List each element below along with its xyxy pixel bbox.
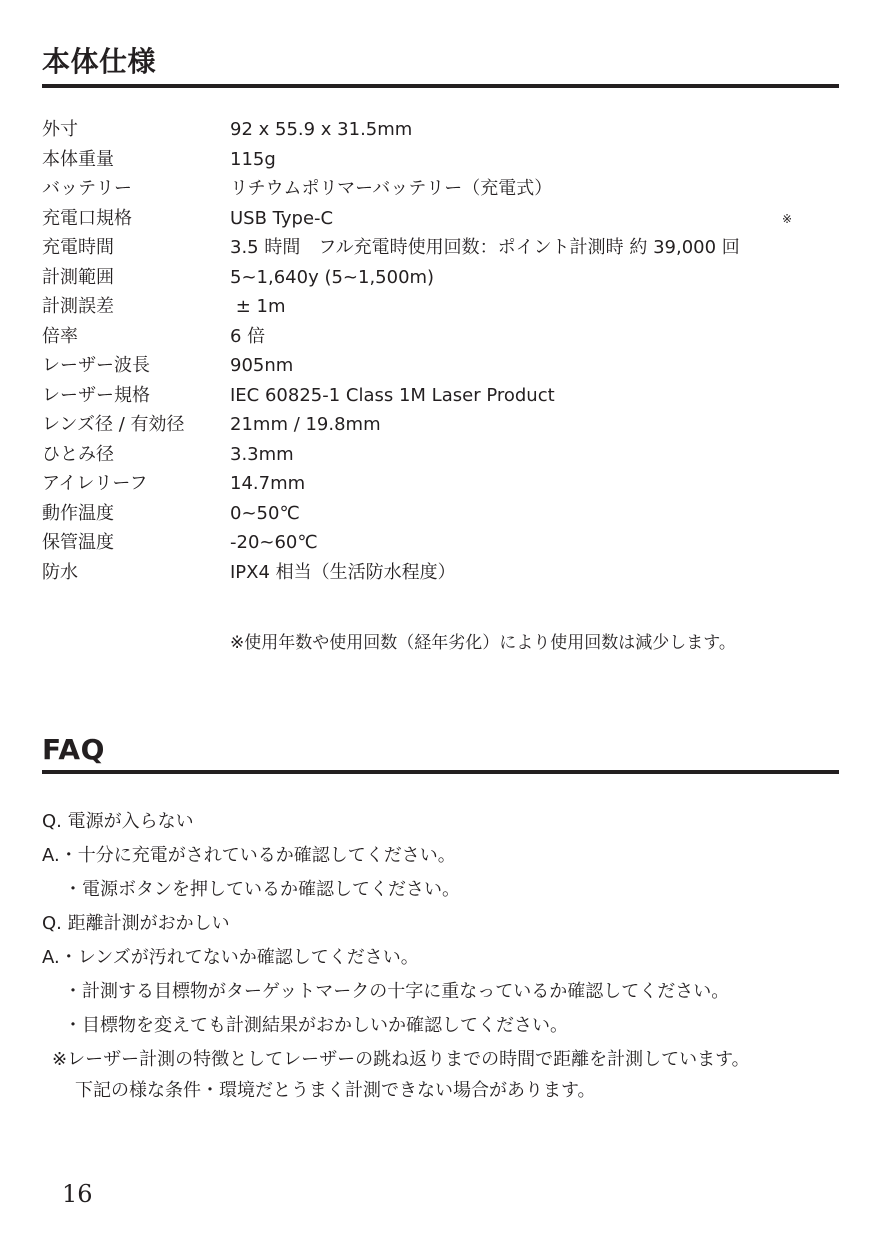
spec-value: USB Type-C [230,207,334,229]
spec-note: ※使用年数や使用回数（経年劣化）により使用回数は減少します。 [230,633,736,653]
spec-label: 計測範囲 [42,266,114,288]
spec-label: アイレリーフ [42,473,148,494]
spec-row [42,351,842,381]
spec-row [42,410,842,440]
spec-table [42,115,842,587]
spec-label: 動作温度 [42,502,114,524]
faq-question: Q. 距離計測がおかしい [42,913,230,934]
spec-label: 充電時間 [42,237,114,258]
spec-value: 92 x 55.9 x 31.5mm [230,119,413,140]
spec-row [42,204,842,234]
spec-label: 保管温度 [42,532,114,553]
spec-label: 倍率 [42,325,78,347]
spec-row [42,292,842,322]
spec-row [42,528,842,558]
faq-note: 下記の様な条件・環境だとうまく計測できない場合があります。 [75,1080,596,1101]
spec-value: 21mm / 19.8mm [230,414,381,435]
faq-answer: A.・レンズが汚れてないか確認してください。 [42,947,419,968]
spec-value: リチウムポリマーバッテリー（充電式） [230,178,553,199]
page-number: 16 [62,1180,93,1208]
spec-row [42,381,842,411]
spec-value: IEC 60825-1 Class 1M Laser Product [230,384,555,406]
reference-mark: ※ [782,212,793,226]
spec-row [42,263,842,293]
spec-label: バッテリー [42,178,132,199]
spec-row [42,115,842,145]
faq-answer: A.・十分に充電がされているか確認してください。 [42,845,456,866]
faq-list [42,808,852,1111]
spec-label: 防水 [42,561,78,583]
spec-label: ひとみ径 [42,443,114,465]
spec-value: 14.7mm [230,473,306,494]
faq-answer: ・目標物を変えても計測結果がおかしいか確認してください。 [64,1015,568,1036]
spec-value: 0~50℃ [230,502,300,524]
spec-row [42,499,842,529]
spec-row [42,174,842,204]
spec-row [42,558,842,588]
spec-value: IPX4 相当（生活防水程度） [230,561,456,583]
spec-row [42,145,842,175]
spec-row [42,322,842,352]
faq-answer: ・電源ボタンを押しているか確認してください。 [64,879,460,900]
faq-heading-rule [42,770,839,774]
spec-value: 3.3mm [230,443,294,465]
spec-value: 905nm [230,355,294,376]
spec-heading-rule [42,84,839,88]
spec-label: レンズ径 / 有効径 [42,414,185,435]
spec-label: レーザー波長 [42,355,150,376]
spec-heading: 本体仕様 [42,45,157,78]
spec-value: ± 1m [230,296,286,317]
spec-label: レーザー規格 [42,384,150,406]
faq-note: ※レーザー計測の特徴としてレーザーの跳ね返りまでの時間で距離を計測しています。 [52,1049,750,1070]
faq-heading: FAQ [42,733,105,766]
spec-value: 3.5 時間 フル充電時使用回数：ポイント計測時 約 39,000 回 [230,237,740,258]
spec-label: 外寸 [42,119,78,140]
spec-row [42,440,842,470]
spec-row [42,469,842,499]
spec-label: 本体重量 [42,148,114,170]
spec-label: 充電口規格 [42,207,132,229]
faq-question: Q. 電源が入らない [42,811,194,832]
spec-value: 115g [230,148,276,170]
faq-answer: ・計測する目標物がターゲットマークの十字に重なっているか確認してください。 [64,981,730,1002]
spec-value: -20~60℃ [230,532,318,553]
spec-label: 計測誤差 [42,296,114,317]
spec-value: 6 倍 [230,325,266,347]
spec-value: 5~1,640y (5~1,500m) [230,266,435,288]
